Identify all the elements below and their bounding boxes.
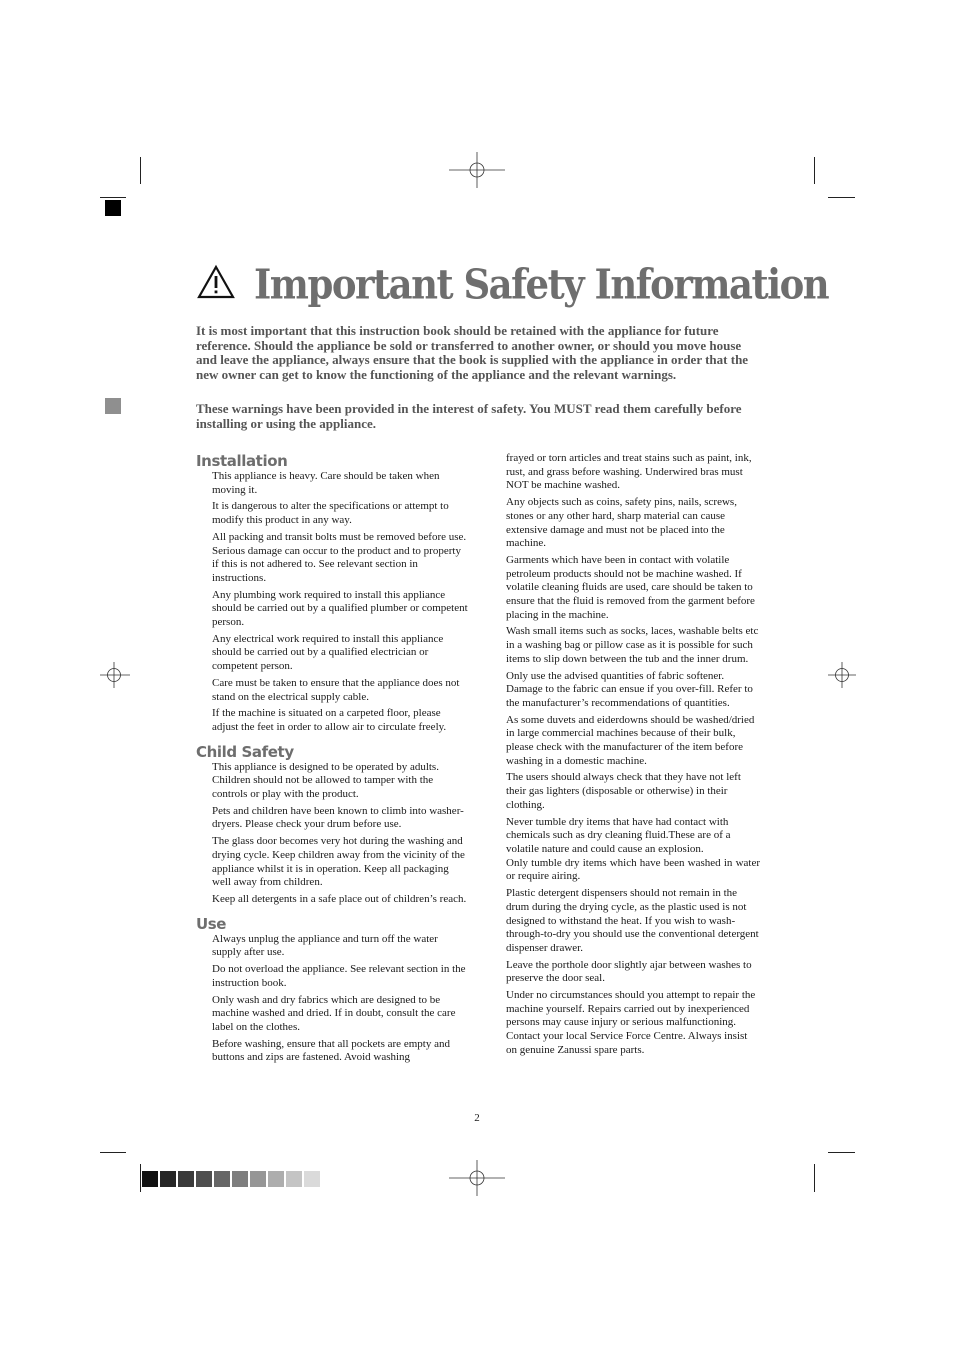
calibration-swatch <box>232 1171 248 1187</box>
calibration-swatch <box>178 1171 194 1187</box>
paragraph: Pets and children have been known to climb into washer-dryers. Please check your drum before use. <box>212 804 464 831</box>
paragraph: Only use the advised quantities of fabric softener. Damage to the fabric can ensue if you over-fill. Refer to the manufacturer’s recommendations of quantities. <box>506 669 753 709</box>
paragraph: The glass door becomes very hot during the washing and drying cycle. Keep children away from the vicinity of the appliance whilst it is in operation. Keep all packaging well away from children. <box>212 835 465 889</box>
edge-marker-dark <box>105 200 121 216</box>
crop-mark <box>140 1164 141 1192</box>
registration-mark-icon <box>100 662 130 688</box>
paragraph: Only wash and dry fabrics which are designed to be machine washed and dried. If in doubt, consult the care label on the clothes. <box>212 993 456 1033</box>
intro-paragraph: It is most important that this instruction book should be retained with the appliance for future reference. Should the appliance be sold or transferred to another owner, or should you move house and leave the appliance, always ensure that the book is supplied with the appliance in order that the new owner can get to know the functioning of the appliance and the relevant warnings. <box>196 323 749 382</box>
paragraph: Any plumbing work required to install this appliance should be carried out by a qualified plumber or competent person. <box>212 588 468 629</box>
crop-mark <box>100 197 126 198</box>
paragraph: Never tumble dry items that have had contact with chemicals such as dry cleaning fluid.These are of a volatile nature and could cause an explosion. <box>506 815 731 855</box>
paragraph: Any electrical work required to install this appliance should be carried out by a qualified electrician or competent person. <box>212 632 444 673</box>
paragraph: Before washing, ensure that all pockets are empty and buttons and zips are fastened. Avoid washing <box>212 1037 450 1064</box>
warning-triangle-icon <box>196 264 236 300</box>
paragraph: Keep all detergents in a safe place out of children’s reach. <box>212 892 467 905</box>
calibration-swatch <box>286 1171 302 1187</box>
crop-mark <box>100 1152 126 1153</box>
title-block <box>196 256 836 310</box>
paragraph: Plastic detergent dispensers should not remain in the drum during the drying cycle, as the plastic used is not designed to withstand the heat. If you wish to wash-through-to-dry you should use the conventional detergent dispenser drawer. <box>506 887 759 954</box>
paragraph: If the machine is situated on a carpeted floor, please adjust the feet in order to allow air to circulate freely. <box>212 707 447 733</box>
paragraph: Wash small items such as socks, laces, washable belts etc in a washing bag or pillow case as it is possible for such items to slip down between the tub and the inner drum. <box>506 625 759 665</box>
crop-mark <box>828 1152 855 1153</box>
crop-mark <box>814 1164 815 1192</box>
calibration-swatch <box>160 1171 176 1187</box>
paragraph: As some duvets and eiderdowns should be washed/dried in large commercial machines because of their bulk, please check with the manufacturer of the item before washing in a domestic machine. <box>506 713 755 767</box>
paragraph: Only tumble dry items which have been washed in water or require airing. <box>506 856 760 883</box>
page-title: Important Safety Information <box>254 259 829 309</box>
page-number: 2 <box>474 1112 480 1124</box>
left-column <box>196 452 468 1073</box>
section-installation <box>196 452 468 735</box>
calibration-swatch <box>196 1171 212 1187</box>
section-heading: Use <box>196 914 227 933</box>
crop-mark <box>814 157 815 184</box>
calibration-swatch <box>142 1171 158 1187</box>
section-child-safety <box>196 743 468 907</box>
crop-mark <box>140 157 141 184</box>
paragraph: All packing and transit bolts must be removed before use. Serious damage can occur to the product and to property if this is not adhered to. See relevant section in instructions. <box>212 530 467 584</box>
paragraph: Care must be taken to ensure that the appliance does not stand on the electrical supply cable. <box>212 676 460 703</box>
registration-mark-icon <box>449 152 505 188</box>
paragraph: Garments which have been in contact with volatile petroleum products should not be machine washed. If volatile cleaning fluids are used, care should be taken to ensure that the fluid is removed from the garment before placing in the machine. <box>506 553 755 621</box>
registration-mark-icon <box>449 1160 505 1196</box>
paragraph: Always unplug the appliance and turn off the water supply after use. <box>212 932 438 959</box>
paragraph: This appliance is designed to be operated by adults. Children should not be allowed to tamper with the controls or play with the product. <box>212 760 439 801</box>
section-heading: Installation <box>196 452 288 470</box>
edge-marker-gray <box>105 398 121 414</box>
paragraph: Leave the porthole door slightly ajar between washes to preserve the door seal. <box>506 958 752 985</box>
crop-mark <box>828 197 855 198</box>
registration-mark-icon <box>828 662 856 688</box>
paragraph: Do not overload the appliance. See relevant section in the instruction book. <box>212 963 466 989</box>
paragraph: Any objects such as coins, safety pins, nails, screws, stones or any other hard, sharp material can cause extensive damage and must not be placed into the machine. <box>506 496 737 550</box>
paragraph: Under no circumstances should you attempt to repair the machine yourself. Repairs carried out by inexperienced persons may cause injury or serious malfunctioning. Contact your local Service Force Centre. Always insist on genuine Zanussi spare parts. <box>506 989 756 1056</box>
paragraph: The users should always check that they have not left their gas lighters (disposable or otherwise) in their clothing. <box>506 771 741 811</box>
calibration-swatch <box>250 1171 266 1187</box>
paragraph: frayed or torn articles and treat stains such as paint, ink, rust, and grass before washing. Underwired bras must NOT be machine washed. <box>506 452 752 492</box>
intro-warning: These warnings have been provided in the interest of safety. You MUST read them carefully before installing or using the appliance. <box>196 401 742 431</box>
paragraph: It is dangerous to alter the specifications or attempt to modify this product in any way. <box>212 500 449 527</box>
calibration-swatch <box>214 1171 230 1187</box>
section-heading: Child Safety <box>196 742 294 761</box>
paragraph: This appliance is heavy. Care should be taken when moving it. <box>212 470 440 496</box>
section-use <box>196 915 468 1065</box>
right-column <box>506 452 760 1061</box>
calibration-swatch <box>268 1171 284 1187</box>
grayscale-calibration-bar <box>142 1171 322 1187</box>
calibration-swatch <box>304 1171 320 1187</box>
